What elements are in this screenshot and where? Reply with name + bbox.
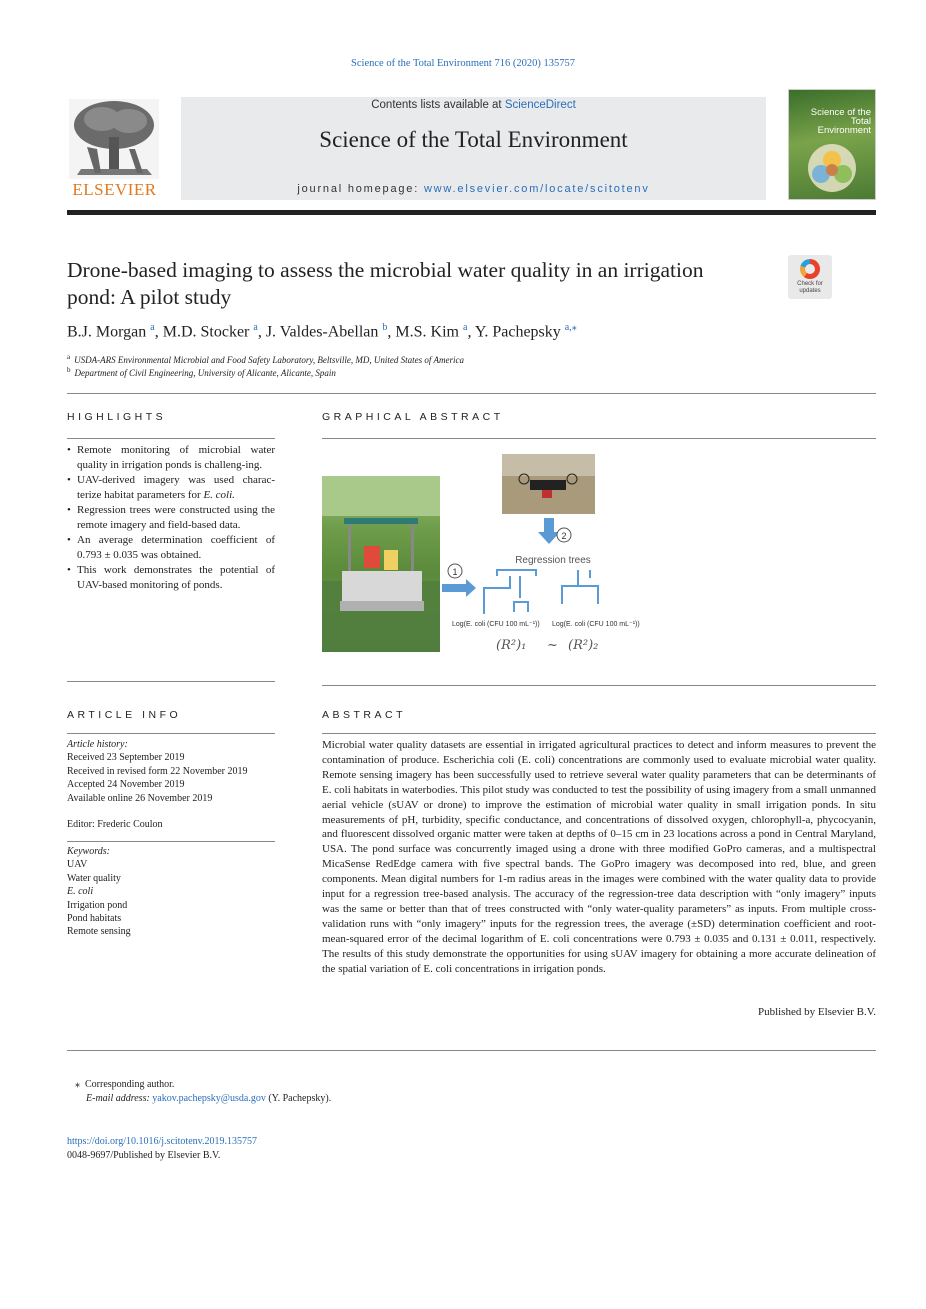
online-date: Available online 26 November 2019 xyxy=(67,792,213,804)
publisher-name: ELSEVIER xyxy=(72,180,157,199)
regression-tree-diagram xyxy=(440,452,660,657)
header-rule xyxy=(67,210,876,215)
highlight-item: • UAV-derived imagery was used charac-terize habitat parameters for E. coli. xyxy=(67,473,275,503)
divider xyxy=(67,841,275,842)
abstract-text: Microbial water quality datasets are essential in irrigated agricultural practices to detect and inform measures to prevent the contamination of produce. Escherichia coli (E. coli) concentrations are commonly used to evaluate microbial water quality. Remote sensing imagery has been successfully used to retrieve several water quality parameters that can be determinants of E. coli habitats in waterbodies. This pilot study was conducted to test the possibility of using imagery from a small unmanned aerial vehicle (sUAV or drone) to improve the estimation of microbial water quality in small irrigation ponds. In situ measurements of pH, turbidity, specific conductance, and concentrations of dissolved oxygen, chlorophyll-a, phycocyanin, and fluorescent dissolved organic matter were taken at depths of 0–15 cm in 23 locations across a pond in Central Maryland, USA. The pond surface was concurrently imaged using a drone with three modified GoPro cameras, and a multispectral MicaSense RedEdge camera with five spectral bands. The GoPro imagery was decomposed into red, blue, and green components. Mean digital numbers for 1-m radius areas in the images were combined with the water quality data to provide input for a regression tree-based analysis. The accuracy of the regression-tree data description with “only imagery” inputs was the same or better than that of trees constructed with “only water-quality parameters” as inputs. From multiple cross-validation runs with “only imagery” inputs for the regression trees, the average (±SD) determination coefficient and root-mean-squared error of the decimal logarithm of E. coli concentrations were 0.793 ± 0.035 and 0.131 ± 0.011, respectively. The results of this study demonstrate the opportunities for using sUAV imagery for obtaining a more accurate delineation of the spatial variation of E. coli concentrations in irrigation ponds. xyxy=(322,739,876,975)
check-for-updates-button[interactable] xyxy=(788,255,832,299)
email-link[interactable]: yakov.pachepsky@usda.gov xyxy=(152,1093,266,1104)
published-by: Published by Elsevier B.V. xyxy=(757,1006,876,1018)
check-updates-label: Check for updates xyxy=(797,281,823,294)
author-name[interactable]: J. Valdes-Abellan xyxy=(265,323,379,341)
keyword: Irrigation pond xyxy=(67,899,128,911)
abstract-heading: ABSTRACT xyxy=(322,709,407,721)
keyword: UAV xyxy=(67,859,88,871)
received-date: Received 23 September 2019 xyxy=(67,752,185,764)
doi-line xyxy=(67,1136,257,1147)
highlight-item: • Regression trees were constructed using the remote imagery and field-based data. xyxy=(67,503,275,533)
author-name[interactable]: B.J. Morgan xyxy=(67,323,147,341)
keyword: Water quality xyxy=(67,872,121,884)
divider xyxy=(322,733,876,734)
highlights-list xyxy=(67,443,275,593)
keywords-label: Keywords: xyxy=(67,846,110,857)
author-affil-link[interactable]: a xyxy=(462,322,468,333)
divider xyxy=(67,393,876,394)
author-affil-link[interactable]: a,⁎ xyxy=(564,322,577,333)
cover-art-icon xyxy=(789,90,875,199)
r2-one: (R²)₁ xyxy=(496,638,527,653)
author-name[interactable]: Y. Pachepsky xyxy=(474,323,561,341)
article-info-heading: ARTICLE INFO xyxy=(67,709,182,721)
email-line: E-mail address: yakov.pachepsky@usda.gov (Y. Pachepsky). xyxy=(86,1093,332,1104)
journal-citation[interactable]: Science of the Total Environment 716 (2020) 135757 xyxy=(351,58,575,69)
highlight-item: • Remote monitoring of microbial water quality in irrigation ponds is challeng-ing. xyxy=(67,443,275,473)
step-two-label: 2 xyxy=(561,531,567,541)
author-name[interactable]: M.D. Stocker xyxy=(162,323,250,341)
doi-link[interactable]: https://doi.org/10.1016/j.scitotenv.2019.135757 xyxy=(67,1136,257,1147)
keywords xyxy=(67,845,275,939)
editor: Editor: Frederic Coulon xyxy=(67,819,163,831)
tree-one xyxy=(484,570,536,614)
axis-label-two: Log(E. coli (CFU 100 mL⁻¹)) xyxy=(552,621,640,628)
keyword: Pond habitats xyxy=(67,913,122,925)
down-arrow-icon xyxy=(544,518,554,532)
divider xyxy=(67,733,275,734)
article-history xyxy=(67,738,275,831)
journal-homepage: journal homepage: www.elsevier.com/locate/scitotenv xyxy=(297,183,650,195)
journal-title: Science of the Total Environment xyxy=(319,127,628,152)
step-one-label: 1 xyxy=(452,567,458,577)
homepage-link[interactable]: www.elsevier.com/locate/scitotenv xyxy=(423,183,650,195)
divider xyxy=(322,438,876,439)
cover-title: Science of the Total Environment xyxy=(810,107,871,136)
author-list: B.J. Morgan $^a$, M.D. Stocker $^a$, J. Valdes-Abellan $^b$, M.S. Kim $^a$, Y. Pachepsky $^{a,⁎}$ xyxy=(67,322,577,341)
journal-cover-image[interactable] xyxy=(788,89,876,200)
elsevier-logo[interactable] xyxy=(67,97,162,200)
history-label: Article history: xyxy=(67,739,128,750)
axis-label-one: Log(E. coli (CFU 100 mL⁻¹)) xyxy=(452,621,540,628)
author-affil-link[interactable]: a xyxy=(253,322,258,333)
regression-trees-label: Regression trees xyxy=(515,555,591,566)
highlight-item: • An average determination coefficient of 0.793 ± 0.035 was obtained. xyxy=(67,533,275,563)
keyword: Remote sensing xyxy=(67,926,131,938)
graphical-abstract-heading: GRAPHICAL ABSTRACT xyxy=(322,411,504,423)
journal-banner xyxy=(181,97,766,200)
divider xyxy=(67,681,275,682)
approx-symbol: ~ xyxy=(547,638,558,653)
author-name[interactable]: M.S. Kim xyxy=(395,323,459,341)
pond-boat-photo[interactable] xyxy=(322,476,440,652)
boat-scene-icon xyxy=(322,476,440,652)
accepted-date: Accepted 24 November 2019 xyxy=(67,779,185,791)
divider xyxy=(67,438,275,439)
article-title: Drone-based imaging to assess the microbial water quality in an irrigation pond: A pilot study xyxy=(67,258,704,309)
highlights-heading: HIGHLIGHTS xyxy=(67,411,167,423)
revised-date: Received in revised form 22 November 2019 xyxy=(67,765,248,777)
keyword: E. coli xyxy=(67,886,94,898)
issn-line: 0048-9697/Published by Elsevier B.V. xyxy=(67,1150,221,1161)
divider xyxy=(322,685,876,686)
affiliation: $^a$ USDA-ARS Environmental Microbial and Food Safety Laboratory, Beltsville, MD, United States of America xyxy=(67,353,464,365)
author-affil-link[interactable]: a xyxy=(150,322,155,333)
corresponding-author: ⁎ Corresponding author. xyxy=(75,1079,175,1090)
tree-two xyxy=(562,570,598,604)
author-affil-link[interactable]: b xyxy=(382,322,388,333)
affiliation: $^b$ Department of Civil Engineering, University of Alicante, Alicante, Spain xyxy=(67,366,336,378)
divider xyxy=(67,1050,876,1051)
r2-two: (R²)₂ xyxy=(568,638,599,653)
contents-line: Contents lists available at ScienceDirect xyxy=(371,99,576,111)
sciencedirect-link[interactable]: ScienceDirect xyxy=(504,99,576,111)
highlight-item: • This work demonstrates the potential of UAV-based monitoring of ponds. xyxy=(67,563,275,593)
right-arrow-icon xyxy=(442,584,466,592)
